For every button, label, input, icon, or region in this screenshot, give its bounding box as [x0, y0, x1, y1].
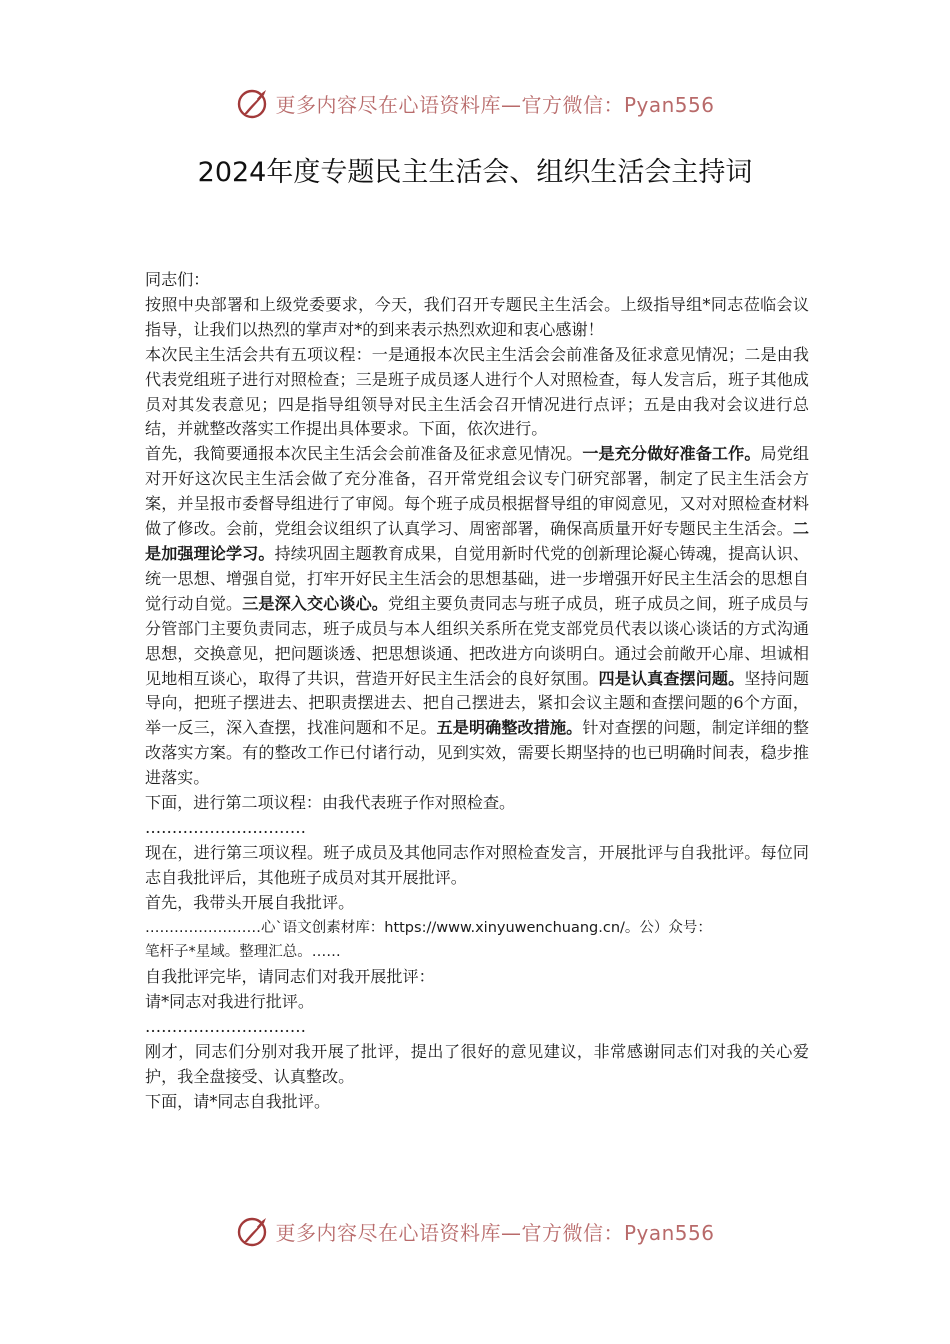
greeting: 同志们： [145, 270, 210, 289]
paragraph: 请*同志对我进行批评。 [145, 992, 314, 1012]
banner-text: 更多内容尽在心语资料库—官方微信：Pyan556 [275, 1220, 715, 1245]
bold-heading: 五是明确整改措施。 [436, 718, 583, 738]
paragraph: 下面，进行第二项议程：由我代表班子作对照检查。 [145, 793, 516, 813]
bold-heading: 二是加强理论学习。 [145, 519, 809, 563]
ellipsis-line: ………………………… [145, 1017, 306, 1037]
footer-banner [0, 1211, 950, 1251]
header-banner [0, 83, 950, 123]
paragraph: 首先，我简要通报本次民主生活会会前准备及征求意见情况。一是充分做好准备工作。局党组对开好这次民主生活会做了充分准备，召开常党组会议专门研究部署，制定了民主生活会方案，并呈报市委督导组进行了审阅。每个班子成员根据督导组的审阅意见，又对对照检查材料做了修改。会前，党组会议组织了认真学习、周密部署，确保高质量开好专题民主生活会。二是加强理论学习。持续巩固主题教育成果，自觉用新时代党的创新理论凝心铸魂，提高认识、统一思想、增强自觉，打牢开好民主生活会的思想基础，进一步增强开好民主生活会的思想自觉行动自觉。三是深入交心谈心。党组主要负责同志与班子成员，班子成员之间，班子成员与分管部门主要负责同志，班子成员与本人组织关系所在党支部党员代表以谈心谈话的方式沟通思想，交换意见，把问题谈透、把思想谈通、把改进方向谈明白。通过会前敞开心扉、坦诚相见地相互谈心，取得了共识，营造开好民主生活会的良好氛围。四是认真查摆问题。坚持问题导向，把班子摆进去、把职责摆进去、把自己摆进去，紧扣会议主题和查摆问题的6个方面，举一反三，深入查摆，找准问题和不足。五是明确整改措施。针对查摆的问题，制定详细的整改落实方案。有的整改工作已付诸行动，见到实效，需要长期坚持的也已明确时间表，稳步推进落实。 [145, 444, 810, 788]
paragraph: 下面，请*同志自我批评。 [145, 1091, 331, 1111]
bold-heading: 四是认真查摆问题。 [598, 668, 745, 688]
quill-pen-logo [235, 1213, 271, 1249]
source-note: ……………………心`语文创素材库：https://www.xinyuwenchuang.cn/。公）众号： [145, 919, 712, 936]
quill-pen-logo [235, 85, 271, 121]
ellipsis-line: ………………………… [145, 817, 306, 837]
document-body [145, 268, 809, 1115]
paragraph: 刚才，同志们分别对我开展了批评，提出了很好的意见建议，非常感谢同志们对我的关心爱护，我全盘接受、认真整改。 [145, 1042, 809, 1086]
paragraph: 现在，进行第三项议程。班子成员及其他同志作对照检查发言，开展批评与自我批评。每位同志自我批评后，其他班子成员对其开展批评。 [145, 842, 809, 887]
paragraph: 首先，我带头开展自我批评。 [145, 892, 355, 912]
paragraph: 按照中央部署和上级党委要求，今天，我们召开专题民主生活会。上级指导组*同志莅临会议指导，让我们以热烈的掌声对*的到来表示热烈欢迎和衷心感谢！ [145, 294, 809, 339]
paragraph: 本次民主生活会共有五项议程：一是通报本次民主生活会会前准备及征求意见情况；二是由我代表党组班子进行对照检查；三是班子成员逐人进行个人对照检查，每人发言后，班子其他成员对其发表意见；四是指导组领导对民主生活会召开情况进行点评；五是由我对会议进行总结，并就整改落实工作提出具体要求。下面，依次进行。 [145, 344, 809, 439]
bold-heading: 一是充分做好准备工作。 [582, 444, 761, 464]
document-title: 2024年度专题民主生活会、组织生活会主持词 [197, 157, 753, 188]
paragraph: 自我批评完毕，请同志们对我开展批评： [145, 967, 435, 987]
banner-text: 更多内容尽在心语资料库—官方微信：Pyan556 [275, 92, 715, 117]
bold-heading: 三是深入交心谈心。 [242, 593, 388, 613]
source-note: 笔杆子*星域。整理汇总。…… [145, 944, 341, 961]
